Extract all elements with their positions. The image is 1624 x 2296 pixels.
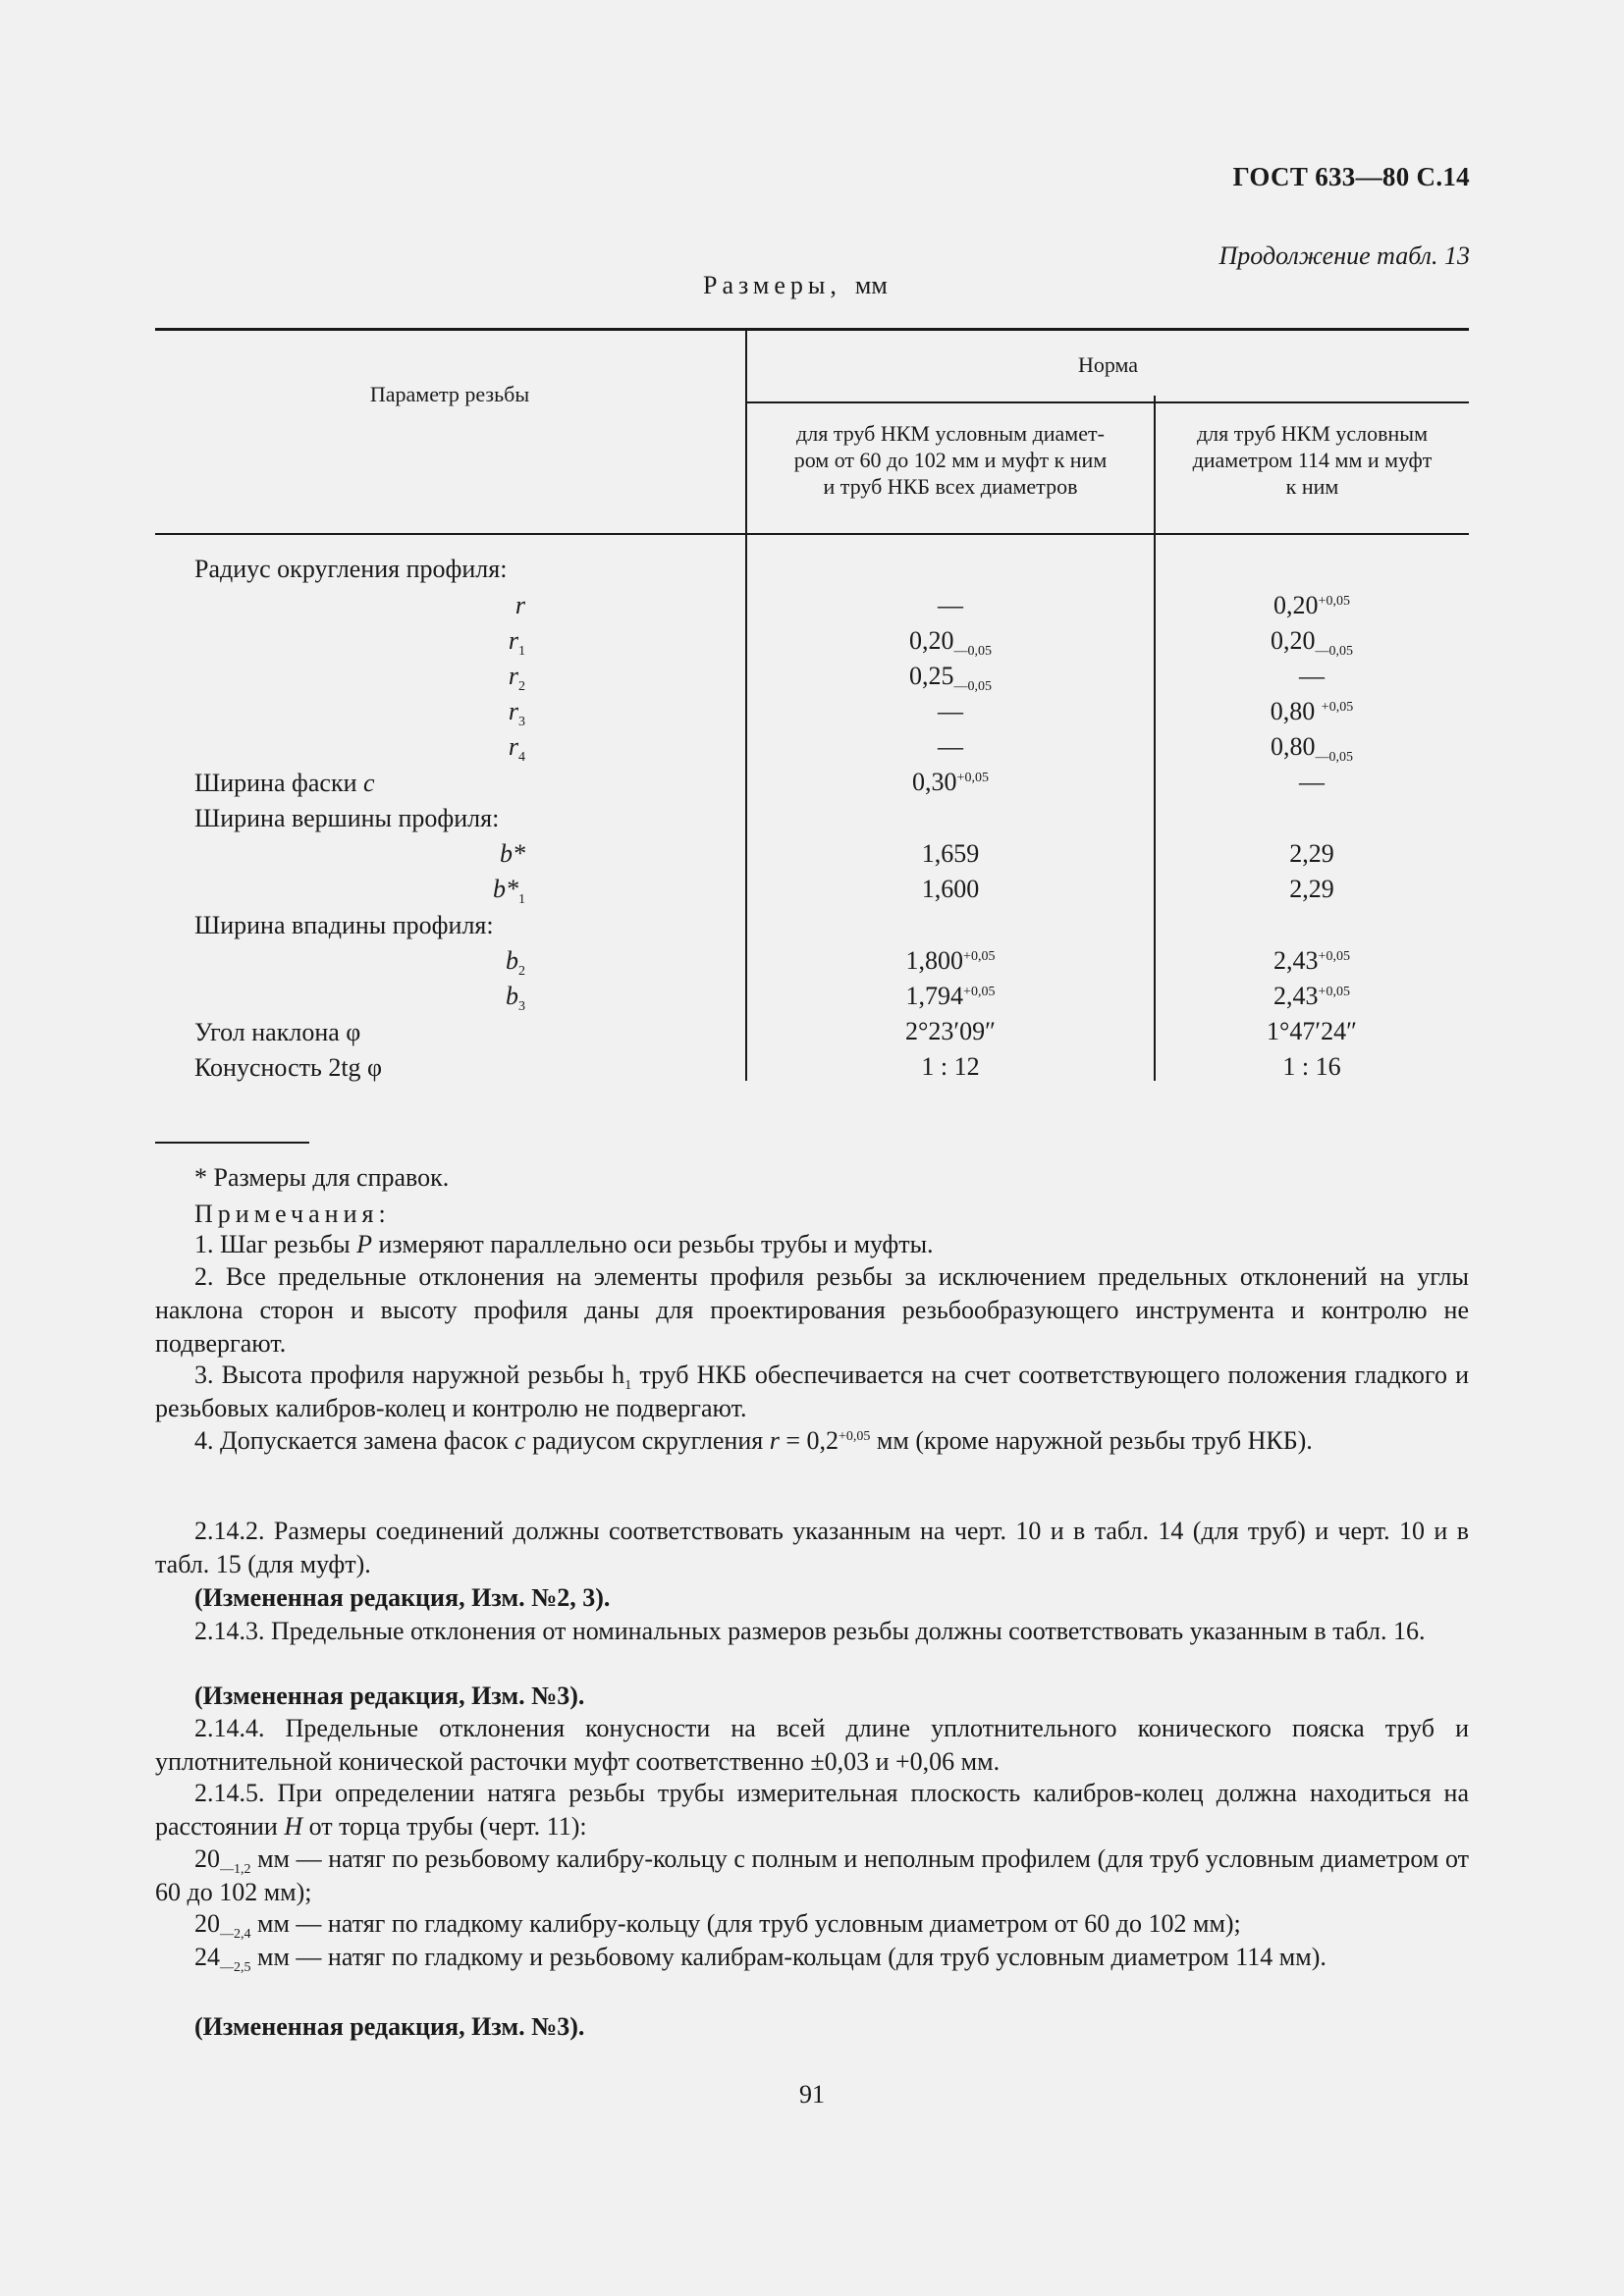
row-symbol-sub: 3: [518, 999, 525, 1014]
value-b-sub: —0,05: [1315, 644, 1353, 659]
table-header-rule: [155, 533, 1469, 535]
value-b-sup: +0,05: [1321, 700, 1354, 715]
row-value-a: [813, 1017, 1088, 1046]
value-a: 1,659: [921, 839, 980, 868]
value-b: 0,80: [1270, 697, 1316, 725]
edition-note: (Измененная редакция, Изм. №3).: [194, 1682, 585, 1710]
table-top-rule: [155, 328, 1469, 331]
footnote-rule: [155, 1142, 309, 1144]
note-4-text-end: мм (кроме наружной резьбы труб НКБ).: [876, 1426, 1313, 1455]
value-b: 2,29: [1289, 839, 1334, 868]
row-symbol-sub: 1: [518, 644, 525, 659]
value-b: 0,20: [1273, 591, 1319, 619]
item-text: мм — натяг по гладкому и резьбовому калибрам-кольцам (для труб условным диаметром 114 мм).: [257, 1943, 1326, 1971]
value-b: 2,29: [1289, 875, 1334, 903]
standard-header: ГОСТ 633—80 С.14: [1232, 162, 1470, 191]
value-a: 1,600: [921, 875, 980, 903]
item-value-sub: —2,5: [220, 1960, 251, 1975]
note-3-text: 3. Высота профиля наружной резьбы h: [194, 1361, 625, 1389]
header-col-b-line: для труб НКМ условным: [1196, 421, 1429, 446]
units-caption-spaced: Размеры,: [703, 271, 841, 299]
header-col-a-line: для труб НКМ условным диамет-: [796, 421, 1105, 446]
row-value-a: [813, 1052, 1088, 1082]
section-2-14-5-text: 2.14.5. При определении натяга резьбы трубы измерительная плоскость калибров-колец должна находиться на расстоянии: [155, 1779, 1469, 1841]
value-b-sup: +0,05: [1318, 949, 1350, 964]
note-4-text: 4. Допускается замена фасок: [194, 1426, 509, 1455]
row-value-a: [813, 626, 1088, 659]
value-b: 0,80: [1271, 732, 1316, 761]
units-caption: [703, 271, 888, 300]
row-symbol-sub: 2: [518, 964, 525, 979]
row-symbol-main: b: [506, 982, 518, 1010]
value-b: —: [1299, 768, 1325, 796]
row-symbol: [447, 839, 525, 869]
row-symbol: [447, 591, 525, 620]
value-a-sub: —0,05: [953, 644, 992, 659]
note-4-text-mid: радиусом скругления: [532, 1426, 764, 1455]
row-symbol-main: r: [508, 626, 518, 655]
value-a: —: [938, 591, 963, 619]
header-param: Параметр резьбы: [369, 382, 530, 406]
units-caption-unit: мм: [854, 271, 888, 299]
item-text: мм — натяг по резьбовому калибру-кольцу с полным и неполным профилем (для труб условным диаметром от 60 до 102 мм);: [155, 1844, 1469, 1906]
row-value-b: [1174, 626, 1449, 659]
row-symbol-sub: 3: [518, 715, 525, 729]
row-value-a: [813, 839, 1088, 869]
note-4-symbol: c: [514, 1426, 526, 1455]
row-value-a: [813, 732, 1088, 762]
list-item: [155, 1907, 1469, 1941]
item-value: 24: [194, 1943, 220, 1971]
row-value-b: [1174, 697, 1449, 726]
value-b: 2,43: [1273, 982, 1319, 1010]
value-a: 1,794: [905, 982, 964, 1010]
param-radius: Радиус округления профиля:: [194, 555, 508, 583]
row-symbol: [447, 626, 525, 659]
note-1-symbol: P: [356, 1230, 373, 1258]
notes-heading: Примечания:: [194, 1200, 391, 1228]
row-value-a: [813, 875, 1088, 904]
list-item: [155, 1842, 1469, 1909]
row-symbol-main: r: [508, 662, 518, 690]
note-4-sup: +0,05: [839, 1429, 871, 1444]
list-item: [155, 1941, 1469, 1974]
row-value-b: [1174, 591, 1449, 620]
row-value-b: [1174, 946, 1449, 976]
value-b-sup: +0,05: [1318, 985, 1350, 999]
header-col-b-line: диаметром 114 мм и муфт: [1192, 448, 1433, 472]
value-a-sup: +0,05: [963, 949, 996, 964]
row-symbol: [447, 875, 525, 907]
row-value-b: [1174, 839, 1449, 869]
param-chamfer-symbol: c: [362, 769, 375, 797]
row-symbol-sub: 4: [518, 750, 525, 765]
value-a-sup: +0,05: [956, 771, 989, 785]
header-col-a-line: и труб НКБ всех диаметров: [823, 474, 1078, 499]
row-value-a: [813, 662, 1088, 694]
note-4-r-symbol: r: [769, 1426, 780, 1455]
value-a-sub: —0,05: [953, 679, 992, 694]
section-2-14-3: 2.14.3. Предельные отклонения от номинальных размеров резьбы должны соответствовать указанным в табл. 16.: [194, 1617, 1426, 1645]
note-3-text-end: труб НКБ обеспечивается на счет соответствующего положения гладкого и резьбовых калибров-колец и контролю не подвергают.: [155, 1361, 1469, 1422]
value-b: —: [1299, 662, 1325, 690]
section-2-14-5-symbol: H: [284, 1812, 303, 1841]
note-1: [155, 1228, 1469, 1261]
row-value-b: [1174, 768, 1449, 797]
row-symbol: [447, 662, 525, 694]
row-value-a: [813, 982, 1088, 1011]
row-value-a: [813, 697, 1088, 726]
row-value-a: [813, 591, 1088, 620]
note-4-value: = 0,2: [785, 1426, 839, 1455]
note-2: 2. Все предельные отклонения на элементы профиля резьбы за исключением предельных отклонений на углы наклона сторон и высоту профиля даны для проектирования резьбообразующего инструмента и контролю не подвергают.: [155, 1262, 1469, 1358]
row-value-a: [813, 946, 1088, 976]
table-continuation-label: Продолжение табл. 13: [1218, 241, 1470, 270]
value-a: —: [938, 732, 963, 761]
param-root-width: Ширина впадины профиля:: [194, 911, 494, 939]
param-taper: Конусность 2tg φ: [194, 1053, 383, 1082]
table-norm-rule: [746, 401, 1469, 403]
value-b-sup: +0,05: [1318, 594, 1350, 609]
param-top-width: Ширина вершины профиля:: [194, 804, 500, 832]
value-a: 2°23′09″: [905, 1017, 996, 1045]
row-symbol-main: b: [506, 946, 518, 975]
param-chamfer: [194, 769, 375, 798]
param-angle: Угол наклона φ: [194, 1018, 361, 1046]
note-3-sub: 1: [624, 1378, 632, 1393]
row-value-a: [813, 768, 1088, 797]
value-b: 2,43: [1273, 946, 1319, 975]
row-value-b: [1174, 1017, 1449, 1046]
section-2-14-2: 2.14.2. Размеры соединений должны соответствовать указанным на черт. 10 и в табл. 14 (для труб) и черт. 10 и в табл. 15 (для муфт).: [155, 1517, 1469, 1578]
item-value: 20: [194, 1909, 220, 1938]
value-a: 0,30: [912, 768, 957, 796]
footnote: * Размеры для справок.: [194, 1163, 450, 1192]
row-symbol-main: r: [508, 697, 518, 725]
value-a: 0,20: [909, 626, 954, 655]
row-symbol-main: r: [508, 732, 518, 761]
edition-note: (Измененная редакция, Изм. №2, 3).: [194, 1583, 611, 1612]
value-a: 0,25: [909, 662, 954, 690]
row-symbol: [447, 946, 525, 979]
edition-note: (Измененная редакция, Изм. №3).: [194, 2012, 585, 2041]
value-b: 1 : 16: [1282, 1052, 1341, 1081]
value-a: —: [938, 697, 963, 725]
item-value-sub: —2,4: [220, 1927, 251, 1942]
note-4: [155, 1424, 1469, 1458]
row-symbol-main: b*: [493, 875, 518, 903]
value-a-sup: +0,05: [963, 985, 996, 999]
section-2-14-5-text-end: от торца трубы (черт. 11):: [308, 1812, 587, 1841]
value-a: 1,800: [905, 946, 964, 975]
value-b: 1°47′24″: [1267, 1017, 1357, 1045]
value-a: 1 : 12: [921, 1052, 980, 1081]
page-number: 91: [799, 2080, 825, 2109]
row-symbol: [447, 697, 525, 729]
row-symbol-main: r: [514, 591, 525, 619]
row-value-b: [1174, 732, 1449, 765]
row-value-b: [1174, 982, 1449, 1011]
header-norm: Норма: [1077, 352, 1139, 377]
value-b-sub: —0,05: [1315, 750, 1353, 765]
header-col-b-line: к ним: [1285, 474, 1339, 499]
row-value-b: [1174, 662, 1449, 691]
row-symbol: [447, 732, 525, 765]
note-3: [155, 1359, 1469, 1425]
note-1-text-end: измеряют параллельно оси резьбы трубы и муфты.: [378, 1230, 934, 1258]
row-value-b: [1174, 1052, 1449, 1082]
value-b: 0,20: [1271, 626, 1316, 655]
row-value-b: [1174, 875, 1449, 904]
row-symbol-sub: 1: [518, 892, 525, 907]
item-value-sub: —1,2: [220, 1862, 251, 1877]
param-chamfer-label: Ширина фаски: [194, 769, 357, 797]
section-2-14-5: [155, 1777, 1469, 1843]
row-symbol: [447, 982, 525, 1014]
item-text: мм — натяг по гладкому калибру-кольцу (для труб условным диаметром от 60 до 102 мм);: [257, 1909, 1241, 1938]
note-1-text: 1. Шаг резьбы: [194, 1230, 351, 1258]
section-2-14-4: 2.14.4. Предельные отклонения конусности на всей длине уплотнительного конического пояска труб и уплотнительной конической расточки муфт соответственно ±0,03 и +0,06 мм.: [155, 1714, 1469, 1776]
item-value: 20: [194, 1844, 220, 1873]
row-symbol-main: b*: [500, 839, 525, 868]
header-col-a-line: ром от 60 до 102 мм и муфт к ним: [793, 448, 1108, 472]
row-symbol-sub: 2: [518, 679, 525, 694]
